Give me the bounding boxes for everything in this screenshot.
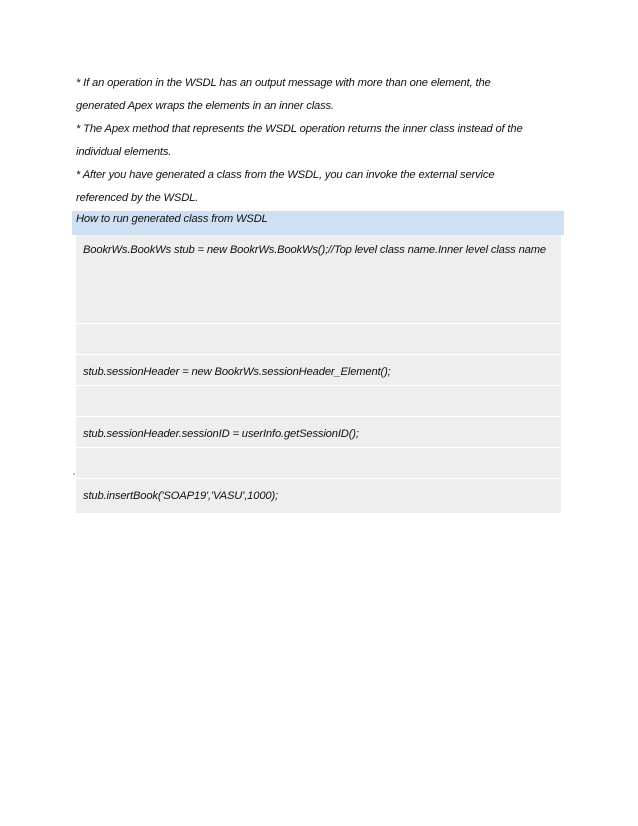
paragraph-line: * If an operation in the WSDL has an output message with more than one element, the <box>76 77 491 89</box>
code-line: stub.insertBook('SOAP19','VASU',1000); <box>83 490 278 502</box>
code-block <box>76 235 561 513</box>
paragraph-line: generated Apex wraps the elements in an inner class. <box>76 100 334 112</box>
paragraph-line: * The Apex method that represents the WSDL operation returns the inner class instead of the <box>76 123 523 135</box>
paragraph-line: * After you have generated a class from the WSDL, you can invoke the external service <box>76 169 495 181</box>
paragraph-line: individual elements. <box>76 146 172 158</box>
code-row <box>76 479 561 513</box>
code-row <box>76 448 561 479</box>
code-line: BookrWs.BookWs stub = new BookrWs.BookWs();//Top level class name.Inner level class name <box>83 244 546 256</box>
paragraph-return-inner-class <box>76 118 566 164</box>
code-row <box>76 235 561 324</box>
paragraph-line: referenced by the WSDL. <box>76 192 199 204</box>
code-row <box>76 355 561 386</box>
paragraph-inner-class <box>76 72 566 118</box>
code-line: stub.sessionHeader = new BookrWs.sessionHeader_Element(); <box>83 366 391 378</box>
code-row <box>76 417 561 448</box>
code-line: stub.sessionHeader.sessionID = userInfo.getSessionID(); <box>83 428 359 440</box>
page-mark <box>73 473 75 475</box>
code-row <box>76 386 561 417</box>
code-row <box>76 324 561 355</box>
paragraph-invoke-service <box>76 164 566 210</box>
section-heading-band <box>72 211 564 235</box>
section-heading: How to run generated class from WSDL <box>76 213 268 225</box>
